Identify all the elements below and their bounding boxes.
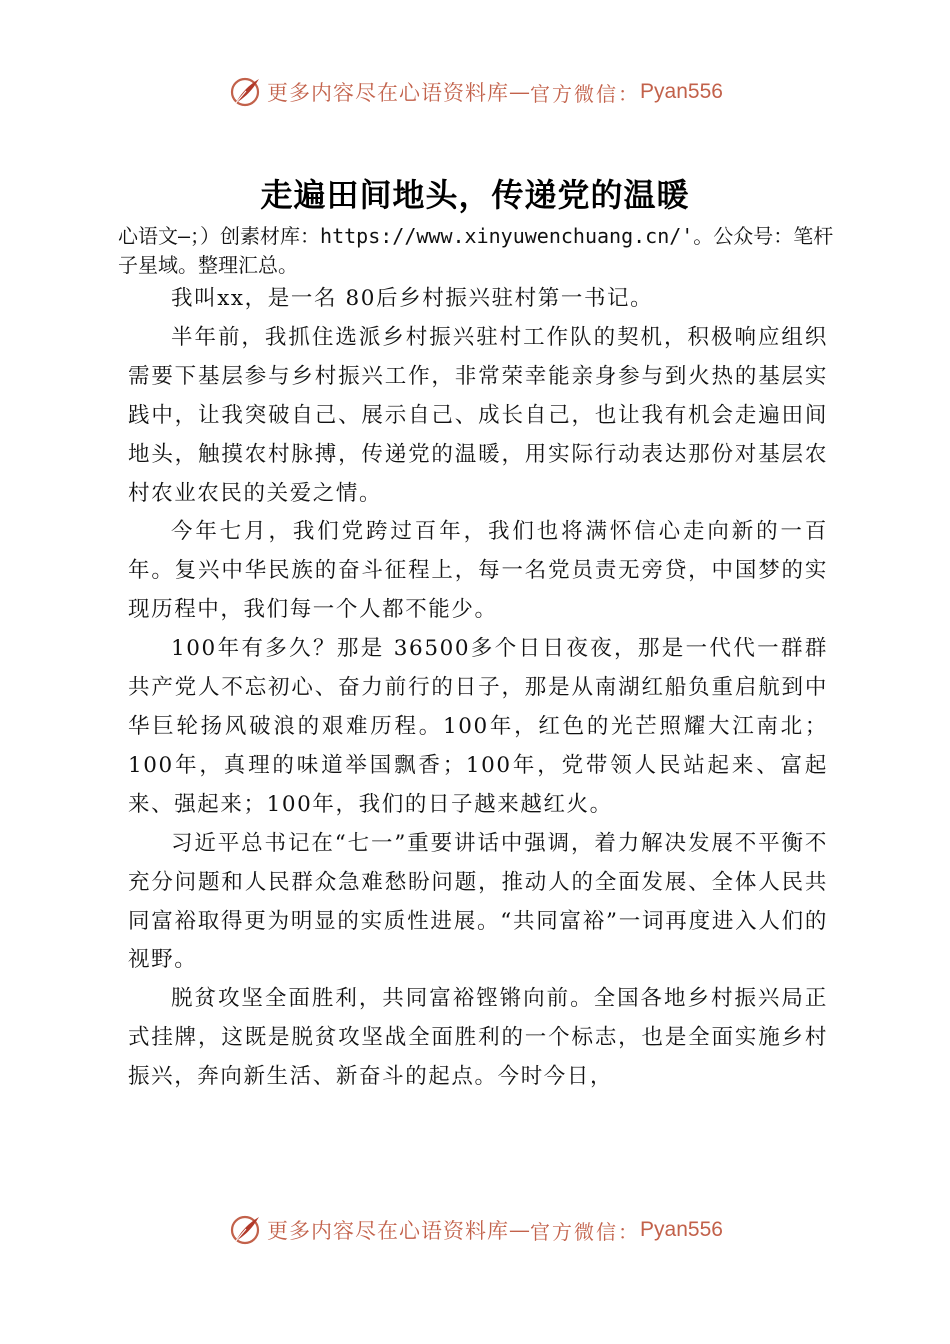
watermark-dash: — (509, 80, 531, 104)
watermark-dash: — (509, 1218, 531, 1242)
quill-logo-icon (227, 74, 263, 110)
watermark-wechat-id: Pyan556 (640, 80, 723, 103)
watermark-main-text: 更多内容尽在心语资料库 (267, 1219, 510, 1243)
document-body (128, 280, 828, 1097)
footer-watermark (0, 1208, 950, 1252)
paragraph: 今年七月，我们党跨过百年，我们也将满怀信心走向新的一百年。复兴中华民族的奋斗征程上，每一名党员责无旁贷，中国梦的实现历程中，我们每一个人都不能少。 (128, 519, 828, 623)
document-title: 走遍田间地头，传递党的温暖 (260, 176, 690, 214)
watermark-sub-text: 官方微信： (530, 1219, 641, 1244)
paragraph: 半年前，我抓住选派乡村振兴驻村工作队的契机，积极响应组织需要下基层参与乡村振兴工作，非常荣幸能亲身参与到火热的基层实践中，让我突破自己、展示自己、成长自己，也让我有机会走遍田间地头，触摸农村脉搏，传递党的温暖，用实际行动表达那份对基层农村农业农民的关爱之情。 (128, 324, 828, 506)
header-watermark (0, 70, 950, 114)
watermark-wechat-id: Pyan556 (640, 1218, 723, 1241)
paragraph: 脱贫攻坚全面胜利，共同富裕铿锵向前。全国各地乡村振兴局正式挂牌，这既是脱贫攻坚战全面胜利的一个标志，也是全面实施乡村振兴，奔向新生活、新奋斗的起点。今时今日， (128, 986, 828, 1090)
paragraph: 我叫xx，是一名 80后乡村振兴驻村第一书记。 (171, 286, 654, 311)
watermark-main-text: 更多内容尽在心语资料库 (267, 81, 510, 105)
source-note: 心语文—；）创素材库：https://www.xinyuwenchuang.cn/'。公众号：笔杆子星域。整理汇总。 (118, 224, 834, 277)
paragraph: 100年有多久？那是 36500多个日日夜夜，那是一代代一群群共产党人不忘初心、奋力前行的日子，那是从南湖红船负重启航到中华巨轮扬风破浪的艰难历程。100年，红色的光芒照耀大江南北；100年，真理的味道举国飘香；100年，党带领人民站起来、富起来、强起来；100年，我们的日子越来越红火。 (128, 636, 828, 817)
watermark-sub-text: 官方微信： (530, 81, 641, 106)
quill-logo-icon (227, 1212, 263, 1248)
paragraph: 习近平总书记在“七一”重要讲话中强调，着力解决发展不平衡不充分问题和人民群众急难愁盼问题，推动人的全面发展、全体人民共同富裕取得更为明显的实质性进展。“共同富裕”一词再度进入人们的视野。 (128, 830, 828, 973)
